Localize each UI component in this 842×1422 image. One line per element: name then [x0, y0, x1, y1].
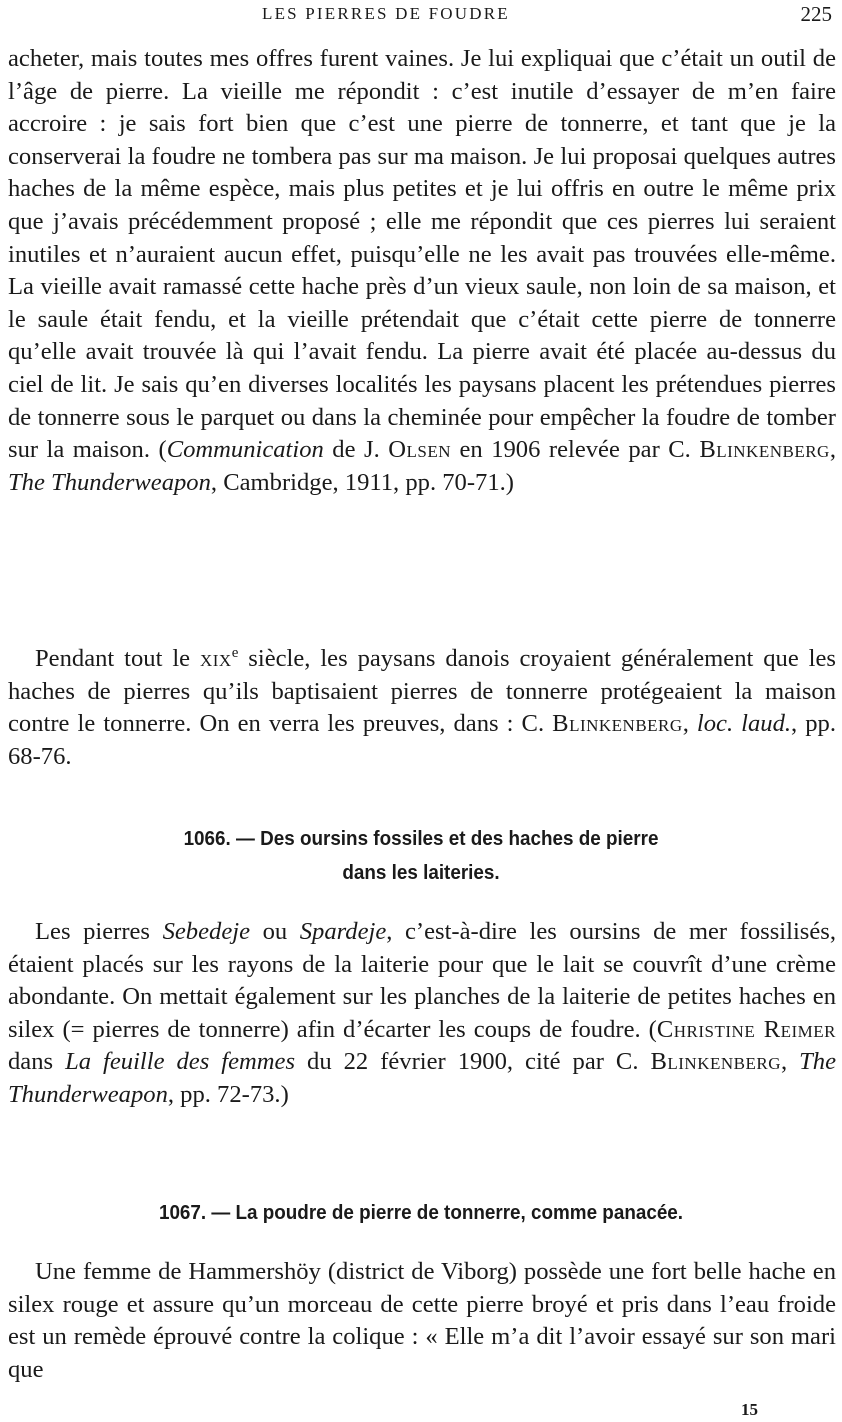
century-superscript: e	[231, 645, 239, 661]
paragraph-thunderstone-powder	[8, 1256, 836, 1386]
section-heading-1067	[34, 1196, 809, 1230]
citation-author: Blinkenberg	[552, 710, 683, 738]
citation-book-title: The Thunderweapon	[8, 468, 211, 496]
citation-text: ,	[829, 436, 836, 464]
citation-text: du 22 février 1900, cité par C.	[295, 1048, 651, 1076]
citation-text: , pp. 72-73.)	[167, 1080, 289, 1108]
section-heading-1066	[34, 822, 809, 890]
paragraph-text: Une femme de Hammershöy (district de Viborg) possède une fort belle hache en silex rouge et assure qu’un morceau de cette pierre broyé et pris dans l’eau froide est un remède éprouvé contre la colique : « Elle m’a dit l’avoir essayé sur son mari que	[8, 1258, 836, 1383]
paragraph-olsen-account	[8, 43, 836, 499]
term-italic: Spardeje	[299, 918, 387, 945]
paragraph-text: acheter, mais toutes mes offres furent vaines. Je lui expliquai que c’était un outil de l’âge de pierre. La vieille me répondit : c’est inutile d’essayer de m’en faire accroire : je sais fort bien que c’est une pierre de tonnerre, et tant que je la conserverai la foudre ne tombera pas sur ma maison. Je lui proposai quelques autres haches de la même espèce, mais plus petites et je lui offris en outre le même prix que j’avais précédemment proposé ; elle me répondit que ces pierres lui seraient inutiles et n’auraient aucun effet, puisqu’elle ne les avait pas trouvées elle-même. La vieille avait ramassé cette hache près d’un vieux saule, non loin de sa maison, et le saule était fendu, et la vieille prétendait que c’était cette pierre de tonnerre qu’elle avait trouvée là qui l’avait fendu. La pierre avait été placée au-dessus du ciel de lit. Je sais qu’en diverses localités les paysans placent les prétendues pierres de tonnerre sous le parquet ou dans la cheminée pour empêcher la foudre de tomber sur la maison. (	[8, 45, 836, 464]
running-head	[0, 2, 842, 28]
citation-text: , Cambridge, 1911, pp. 70-71.)	[210, 468, 514, 496]
heading-line: 1067. — La poudre de pierre de tonnerre, comme panacée.	[158, 1201, 684, 1224]
citation-text: , pp. 68-76.	[8, 710, 836, 770]
citation-author: Olsen	[388, 436, 451, 464]
citation-text: en 1906 relevée par C.	[451, 436, 700, 464]
citation-work: Communication	[166, 436, 324, 464]
citation-author: Blinkenberg	[650, 1048, 781, 1076]
paragraph-text: , c’est-à-dire les oursins de mer fossilisés, étaient placés sur les rayons de la laiterie pour que le lait se couvrît d’une crème abondante. On mettait également sur les planches de la laiterie de petites haches en silex (= pierres de tonnerre) afin d’écarter les coups de foudre. (	[8, 918, 837, 1043]
paragraph-text: Pendant tout le	[35, 645, 200, 673]
citation-text: ,	[780, 1048, 800, 1076]
citation-text: dans	[8, 1048, 66, 1076]
citation-author: Christine Reimer	[656, 1015, 836, 1043]
paragraph-text: ou	[249, 918, 300, 945]
paragraph-text: siècle, les paysans danois croyaient généralement que les haches de pierres qu’ils baptisaient pierres de tonnerre protégeaient la maison contre le tonnerre. On en verra les preuves, dans : C.	[8, 645, 836, 738]
paragraph-text: Les pierres	[35, 918, 163, 945]
citation-book-title: The Thunderweapon	[8, 1048, 837, 1108]
heading-line: 1066. — Des oursins fossiles et des haches de pierre	[183, 827, 659, 850]
citation-text: ,	[682, 710, 697, 738]
page-number: 225	[800, 2, 832, 26]
paragraph-dairy-stones	[8, 916, 836, 1112]
term-italic: Sebedeje	[162, 918, 250, 945]
citation-author: Blinkenberg	[699, 436, 830, 464]
citation-journal: La feuille des femmes	[65, 1048, 296, 1076]
citation-text: de J.	[323, 436, 389, 464]
century-numeral: xix	[199, 645, 232, 673]
citation-loc: loc. laud.	[696, 710, 792, 738]
running-title: LES PIERRES DE FOUDRE	[262, 4, 510, 23]
paragraph-danish-peasants	[8, 637, 836, 774]
heading-line: dans les laiteries.	[342, 861, 500, 884]
signature-mark: 15	[741, 1400, 758, 1419]
